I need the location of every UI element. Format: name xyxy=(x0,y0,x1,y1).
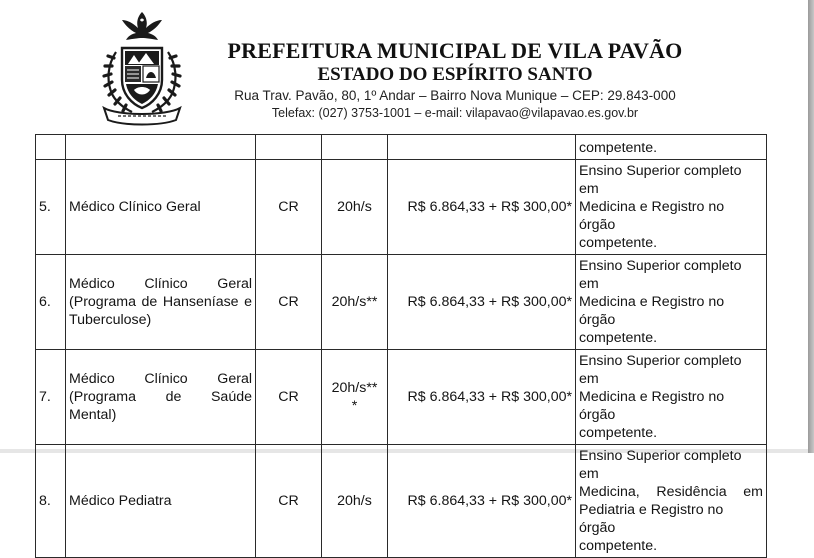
table-row-continuation xyxy=(36,135,767,160)
req-line: Medicina e Registro no órgão xyxy=(579,389,725,423)
req-line: Ensino Superior completo em xyxy=(579,448,742,482)
table-row xyxy=(36,160,767,255)
req-line: competente. xyxy=(579,330,658,346)
cell-hours: 20h/s xyxy=(322,445,388,558)
hours-line: 20h/s** xyxy=(331,380,378,396)
cell-pay: R$ 6.864,33 + R$ 300,00* xyxy=(388,160,576,255)
req-line: competente. xyxy=(579,425,658,441)
cell-pay: R$ 6.864,33 + R$ 300,00* xyxy=(388,350,576,445)
cell-num: 7. xyxy=(36,350,66,445)
cell-requirement xyxy=(576,255,767,350)
req-line: competente. xyxy=(579,235,658,251)
req-line: Ensino Superior completo em xyxy=(579,258,742,292)
req-line: Pediatria e Registro no órgão xyxy=(579,502,724,536)
cell-type: CR xyxy=(256,445,322,558)
req-line: Medicina, Residência em xyxy=(579,484,763,500)
cell-pay: R$ 6.864,33 + R$ 300,00* xyxy=(388,445,576,558)
cell-type xyxy=(256,135,322,160)
cell-requirement xyxy=(576,350,767,445)
cell-requirement xyxy=(576,445,767,558)
cell-role xyxy=(66,135,256,160)
municipal-crest-logo xyxy=(94,8,190,126)
cell-hours xyxy=(322,350,388,445)
cell-role xyxy=(66,350,256,445)
letterhead-contact: Telefax: (027) 3753-1001 – e-mail: vilapavao@vilapavao.es.gov.br xyxy=(271,106,639,120)
cell-pay xyxy=(388,135,576,160)
role-line: Médico Clínico Geral xyxy=(69,199,201,215)
cell-num: 6. xyxy=(36,255,66,350)
req-line: Medicina e Registro no órgão xyxy=(579,294,725,328)
cell-role xyxy=(66,255,256,350)
req-line: Ensino Superior completo em xyxy=(579,163,742,197)
role-line: Tuberculose) xyxy=(69,312,152,328)
req-line: Medicina e Registro no órgão xyxy=(579,199,725,233)
cell-hours: 20h/s xyxy=(322,160,388,255)
cell-role xyxy=(66,445,256,558)
role-line: (Programa de Saúde xyxy=(69,389,252,405)
cell-hours: 20h/s** xyxy=(322,255,388,350)
req-line: Ensino Superior completo em xyxy=(579,353,742,387)
role-line: (Programa de Hanseníase e xyxy=(69,294,252,310)
hours-line: * xyxy=(351,398,358,414)
req-line: competente. xyxy=(579,538,658,554)
letterhead-state: ESTADO DO ESPÍRITO SANTO xyxy=(317,64,593,85)
letterhead-title: PREFEITURA MUNICIPAL DE VILA PAVÃO xyxy=(227,38,683,63)
cell-requirement xyxy=(576,160,767,255)
role-line: Médico Clínico Geral xyxy=(69,371,252,387)
role-line: Mental) xyxy=(69,407,117,423)
table-row xyxy=(36,350,767,445)
cell-num: 8. xyxy=(36,445,66,558)
cell-pay: R$ 6.864,33 + R$ 300,00* xyxy=(388,255,576,350)
letterhead xyxy=(200,38,710,121)
role-line: Médico Pediatra xyxy=(69,493,172,509)
cell-hours xyxy=(322,135,388,160)
vacancies-table xyxy=(35,134,767,558)
cell-num: 5. xyxy=(36,160,66,255)
cell-num xyxy=(36,135,66,160)
cell-type: CR xyxy=(256,255,322,350)
cell-type: CR xyxy=(256,350,322,445)
cell-requirement: competente. xyxy=(576,135,767,160)
table-row xyxy=(36,255,767,350)
role-line: Médico Clínico Geral xyxy=(69,276,252,292)
table-row xyxy=(36,445,767,558)
cell-type: CR xyxy=(256,160,322,255)
letterhead-address: Rua Trav. Pavão, 80, 1º Andar – Bairro Nova Munique – CEP: 29.843-000 xyxy=(234,88,676,103)
cell-role xyxy=(66,160,256,255)
page-edge xyxy=(808,0,814,453)
